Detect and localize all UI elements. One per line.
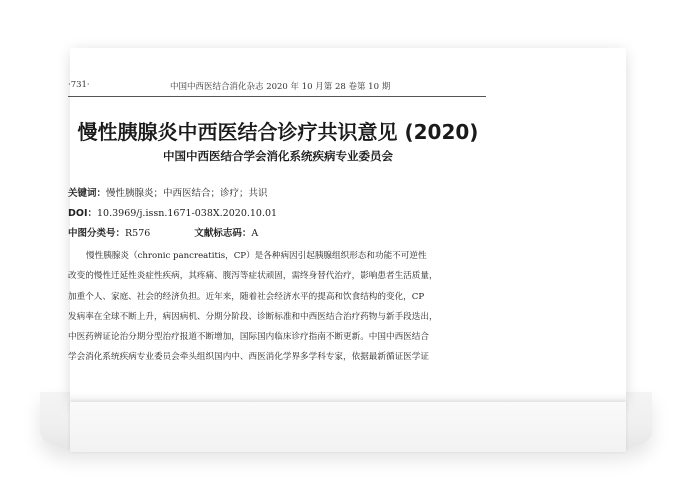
keywords-label: 关键词： <box>68 188 107 199</box>
classification-row <box>68 225 258 239</box>
body-line: 中医药辨证论治分期分型治疗报道不断增加，国际国内临床诊疗指南不断更新。中国中西医结合 <box>68 332 429 343</box>
article-title: 慢性胰腺炎中西医结合诊疗共识意见 (2020) <box>77 120 479 144</box>
article-organization: 中国中西医结合学会消化系统疾病专业委员会 <box>163 149 393 163</box>
doi-value: 10.3969/j.issn.1671-038X.2020.10.01 <box>97 208 278 219</box>
page-curl <box>70 402 626 452</box>
body-line: 改变的慢性迁延性炎症性疾病，其疼痛、腹泻等症状顽固，需终身替代治疗，影响患者生活质量， <box>68 271 438 282</box>
body-line: 发病率在全球不断上升，病因病机、分期分阶段、诊断标准和中西医结合治疗药物与新手段迭出， <box>68 311 438 322</box>
doi-row <box>68 205 277 219</box>
body-line: 慢性胰腺炎（chronic pancreatitis，CP）是各种病因引起胰腺组织形态和功能不可逆性 <box>86 251 427 261</box>
clc-label: 中图分类号： <box>68 228 126 239</box>
doc-code-value: A <box>251 228 259 239</box>
journal-issue-line: 中国中西医结合消化杂志 2020 年 10 月第 28 卷第 10 期 <box>170 82 391 92</box>
doi-label: DOI： <box>68 208 97 219</box>
header-rule <box>68 96 486 97</box>
running-header <box>68 80 486 94</box>
article-body <box>68 249 486 371</box>
page-number: ·731· <box>68 80 90 90</box>
keywords-value: 慢性胰腺炎；中西医结合；诊疗；共识 <box>106 188 268 199</box>
body-line: 加重个人、家庭、社会的经济负担。近年来，随着社会经济水平的提高和饮食结构的变化，CP <box>68 291 425 302</box>
doc-code-label: 文献标志码： <box>194 228 252 239</box>
keywords-row <box>68 185 268 199</box>
clc-value: R576 <box>125 228 151 239</box>
body-line: 学会消化系统疾病专业委员会牵头组织国内中、西医消化学界多学科专家，依据最新循证医学证 <box>68 352 429 363</box>
